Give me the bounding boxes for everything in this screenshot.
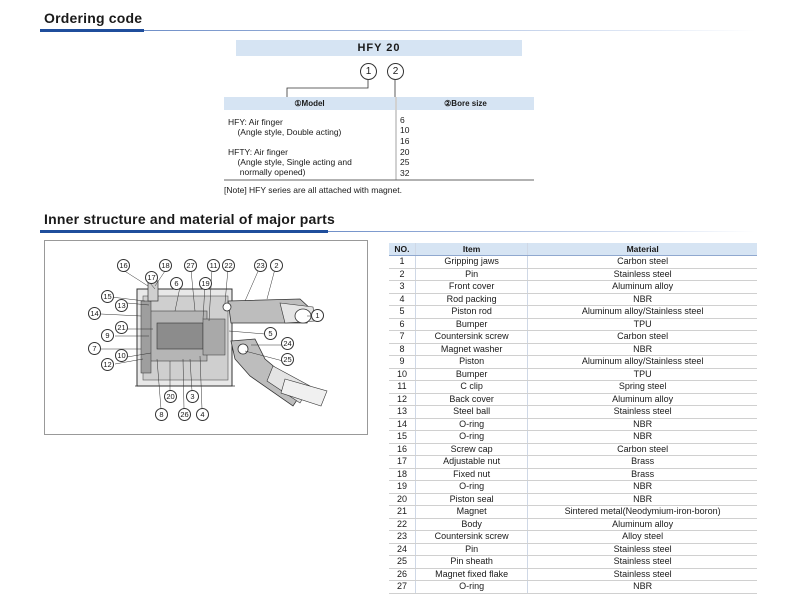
cell-material: Brass [528,456,757,469]
table-row [389,543,757,556]
cell-material: Alloy steel [528,531,757,544]
structure-title: Inner structure and material of major parts [44,211,336,227]
model-header: ①Model [224,97,395,110]
table-row [389,481,757,494]
cell-no: 26 [389,568,415,581]
callout-17: 17 [145,271,158,284]
cell-no: 23 [389,531,415,544]
cell-item: Countersink screw [415,331,527,344]
callout-11: 11 [207,259,220,272]
cell-material: NBR [528,493,757,506]
table-row [389,368,757,381]
table-row [389,331,757,344]
bore-25: 25 [400,157,410,167]
callout-19: 19 [199,277,212,290]
cell-item: Piston [415,356,527,369]
table-row [389,493,757,506]
cell-no: 27 [389,581,415,594]
cell-item: Front cover [415,281,527,294]
cell-material: Aluminum alloy [528,518,757,531]
cell-material: Stainless steel [528,268,757,281]
bore-6: 6 [400,115,405,125]
bore-header: ②Bore size [397,97,534,110]
table-row [389,506,757,519]
cell-material: Aluminum alloy/Stainless steel [528,356,757,369]
cell-material: NBR [528,431,757,444]
callout-24: 24 [281,337,294,350]
cell-material: TPU [528,368,757,381]
cell-no: 8 [389,343,415,356]
cell-item: Back cover [415,393,527,406]
callout-9: 9 [101,329,114,342]
table-row [389,518,757,531]
cell-no: 11 [389,381,415,394]
cell-no: 4 [389,293,415,306]
col-no: NO. [389,243,415,256]
cell-no: 10 [389,368,415,381]
table-row [389,556,757,569]
cell-item: Fixed nut [415,468,527,481]
cell-material: Stainless steel [528,406,757,419]
cell-material: Spring steel [528,381,757,394]
cell-material: Stainless steel [528,543,757,556]
cell-item: Bumper [415,318,527,331]
table-row [389,431,757,444]
cell-no: 2 [389,268,415,281]
table-row [389,268,757,281]
callout-16: 16 [117,259,130,272]
cell-item: C clip [415,381,527,394]
cell-material: Carbon steel [528,331,757,344]
cell-no: 18 [389,468,415,481]
table-row [389,281,757,294]
cell-material: Aluminum alloy [528,393,757,406]
callout-13: 13 [115,299,128,312]
cell-material: NBR [528,581,757,594]
table-row [389,568,757,581]
cell-material: TPU [528,318,757,331]
cell-item: Body [415,518,527,531]
callout-25: 25 [281,353,294,366]
cell-item: Bumper [415,368,527,381]
cell-material: Sintered metal(Neodymium-iron-boron) [528,506,757,519]
callout-3: 3 [186,390,199,403]
ordering-code-title: Ordering code [44,10,143,26]
cell-no: 21 [389,506,415,519]
cell-item: Magnet [415,506,527,519]
cell-material: NBR [528,293,757,306]
bore-16: 16 [400,136,410,146]
cell-item: Pin sheath [415,556,527,569]
cell-no: 1 [389,256,415,269]
callout-2: 2 [270,259,283,272]
cell-material: Brass [528,468,757,481]
cell-no: 16 [389,443,415,456]
cell-item: O-ring [415,481,527,494]
callout-14: 14 [88,307,101,320]
callout-20: 20 [164,390,177,403]
marker-model: 1 [360,63,377,80]
structure-underline [40,230,328,233]
model-descriptions: HFY: Air finger (Angle style, Double acting) HFTY: Air finger (Angle style, Single acting and normally opened) [228,117,352,177]
callout-21: 21 [115,321,128,334]
cell-no: 6 [389,318,415,331]
callout-15: 15 [101,290,114,303]
cell-item: Magnet washer [415,343,527,356]
table-row [389,306,757,319]
cell-no: 12 [389,393,415,406]
callout-23: 23 [254,259,267,272]
parts-header-row [389,243,757,256]
col-item: Item [415,243,527,256]
table-row [389,343,757,356]
cell-item: Magnet fixed flake [415,568,527,581]
callout-1: 1 [311,309,324,322]
callout-10: 10 [115,349,128,362]
cell-material: NBR [528,481,757,494]
cell-material: Carbon steel [528,256,757,269]
callout-12: 12 [101,358,114,371]
cell-item: O-ring [415,431,527,444]
model-code-box: HFY 20 [236,40,522,56]
table-row [389,456,757,469]
callout-7: 7 [88,342,101,355]
table-row [389,293,757,306]
cell-no: 24 [389,543,415,556]
callout-6: 6 [170,277,183,290]
table-row [389,418,757,431]
cell-no: 22 [389,518,415,531]
structure-rule [328,231,756,232]
bore-10: 10 [400,125,410,135]
table-row [389,531,757,544]
table-row [389,406,757,419]
cell-no: 19 [389,481,415,494]
callout-26: 26 [178,408,191,421]
table-row [389,256,757,269]
cell-material: NBR [528,418,757,431]
cell-item: O-ring [415,581,527,594]
cell-item: Piston seal [415,493,527,506]
callout-18: 18 [159,259,172,272]
structure-diagram [44,240,368,435]
marker-bore: 2 [387,63,404,80]
cell-no: 9 [389,356,415,369]
callout-22: 22 [222,259,235,272]
table-row [389,381,757,394]
cell-item: Rod packing [415,293,527,306]
callout-4: 4 [196,408,209,421]
callout-8: 8 [155,408,168,421]
cell-no: 17 [389,456,415,469]
table-row [389,393,757,406]
parts-body [389,256,757,594]
cell-material: Stainless steel [528,568,757,581]
bore-32: 32 [400,168,410,178]
cell-no: 25 [389,556,415,569]
cell-no: 20 [389,493,415,506]
bore-20: 20 [400,147,410,157]
cell-item: Piston rod [415,306,527,319]
table-row [389,581,757,594]
cell-item: Pin [415,543,527,556]
cell-no: 13 [389,406,415,419]
callout-5: 5 [264,327,277,340]
callout-27: 27 [184,259,197,272]
cell-no: 14 [389,418,415,431]
cell-no: 5 [389,306,415,319]
cell-item: Adjustable nut [415,456,527,469]
ordering-note: [Note] HFY series are all attached with magnet. [224,185,402,195]
cell-item: Gripping jaws [415,256,527,269]
cell-material: Stainless steel [528,556,757,569]
cell-material: Carbon steel [528,443,757,456]
cell-no: 15 [389,431,415,444]
col-material: Material [528,243,757,256]
table-row [389,318,757,331]
table-row [389,443,757,456]
cell-item: Screw cap [415,443,527,456]
gripper-drawing [45,241,367,434]
table-row [389,468,757,481]
cell-item: Countersink screw [415,531,527,544]
cell-item: Pin [415,268,527,281]
table-row [389,356,757,369]
cell-material: NBR [528,343,757,356]
cell-no: 3 [389,281,415,294]
cell-item: O-ring [415,418,527,431]
cell-item: Steel ball [415,406,527,419]
cell-no: 7 [389,331,415,344]
parts-table [389,243,757,594]
cell-material: Aluminum alloy/Stainless steel [528,306,757,319]
cell-material: Aluminum alloy [528,281,757,294]
